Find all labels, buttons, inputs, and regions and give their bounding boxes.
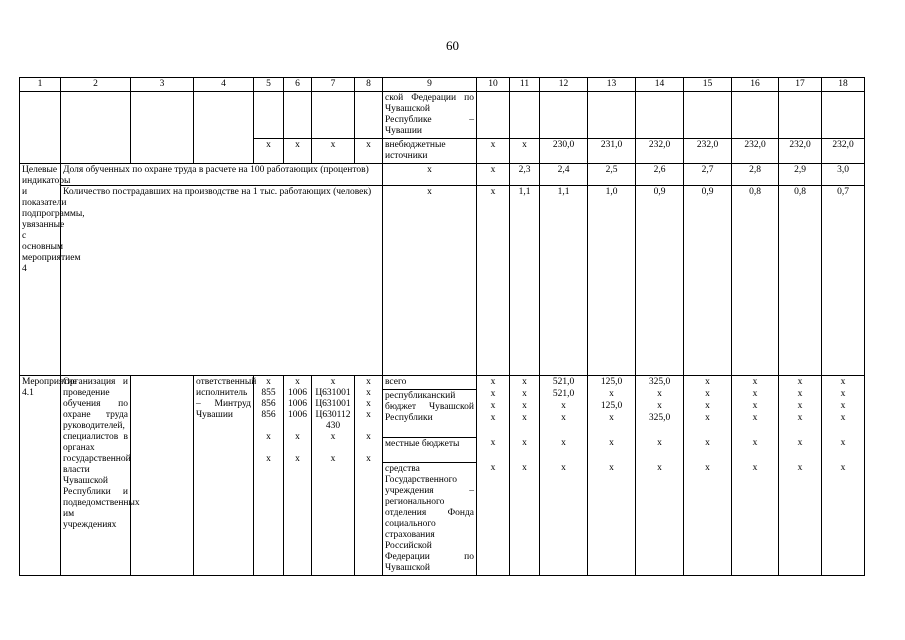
table-cell: 0,7 — [822, 186, 865, 376]
funding-sources: всего республиканский бюджет Чувашской Республики местные бюджеты средства Государственного учреждения – регионального отделения Фонда социального страхования Российской Федерации по Чувашской — [383, 376, 477, 576]
table-cell: х — [254, 139, 284, 164]
table-cell: 232,0 — [684, 139, 732, 164]
cell-empty — [284, 92, 312, 139]
cell-empty — [131, 376, 194, 576]
measure-name: Организация и проведение обучения по охране труда руководителей, специалистов в органах государственной власти Чувашской Республики и подведомственных им учреждениях — [61, 376, 131, 576]
col-number: 7 — [312, 78, 355, 92]
table-cell: х — [477, 186, 510, 376]
table-cell: 2,6 — [636, 164, 684, 186]
col-number: 1 — [20, 78, 61, 92]
value-col-16: х х х х х х — [732, 376, 779, 576]
code-col-7: х Ц631001 Ц631001 Ц630112 430 х х — [312, 376, 355, 576]
col-number: 17 — [779, 78, 822, 92]
value-col-15: х х х х х х — [684, 376, 732, 576]
funding-source: ской Федерации по Чувашской Республике – Чувашии — [383, 92, 477, 139]
indicator-row — [20, 164, 865, 186]
page-number: 60 — [446, 38, 459, 53]
measure-label: Мероприятие 4.1 — [20, 376, 61, 576]
table-cell: х — [312, 139, 355, 164]
table-cell: 2,5 — [588, 164, 636, 186]
table-cell: х — [477, 139, 510, 164]
table-cell: 2,9 — [779, 164, 822, 186]
indicator-name: Количество пострадавших на производстве на 1 тыс. работающих (человек) — [61, 186, 383, 376]
value-col-11: х х х х х х — [510, 376, 540, 576]
cell-empty — [20, 92, 61, 164]
measure-row — [20, 376, 865, 576]
value-col-10: х х х х х х — [477, 376, 510, 576]
table-cell: 1,1 — [510, 186, 540, 376]
col-number: 4 — [194, 78, 254, 92]
measure-executor: ответственный исполнитель – Минтруд Чувашии — [194, 376, 254, 576]
program-table — [19, 77, 865, 576]
table-cell: х — [355, 139, 383, 164]
table-cell: 1,1 — [540, 186, 588, 376]
table-cell: х — [383, 186, 477, 376]
table-cell: 0,8 — [732, 186, 779, 376]
col-number: 14 — [636, 78, 684, 92]
col-number: 5 — [254, 78, 284, 92]
table-cell: 1,0 — [588, 186, 636, 376]
cell-empty — [194, 92, 254, 164]
col-number: 16 — [732, 78, 779, 92]
value-col-14: 325,0 х х 325,0 х х — [636, 376, 684, 576]
col-number: 6 — [284, 78, 312, 92]
table-cell: 232,0 — [822, 139, 865, 164]
col-number: 9 — [383, 78, 477, 92]
table-cell: 232,0 — [636, 139, 684, 164]
code-col-8: х х х х х х — [355, 376, 383, 576]
col-number: 15 — [684, 78, 732, 92]
table-cell: 2,8 — [732, 164, 779, 186]
table-cell: 2,4 — [540, 164, 588, 186]
table-cell: 3,0 — [822, 164, 865, 186]
table-cell: 232,0 — [732, 139, 779, 164]
table-cell: 0,9 — [636, 186, 684, 376]
cell-empty — [312, 92, 355, 139]
table-cell: 231,0 — [588, 139, 636, 164]
value-col-17: х х х х х х — [779, 376, 822, 576]
cell-empty — [131, 92, 194, 164]
table-cell: х — [510, 139, 540, 164]
col-number: 2 — [61, 78, 131, 92]
continuation-row — [20, 92, 865, 139]
col-number: 12 — [540, 78, 588, 92]
cell-empty — [61, 92, 131, 164]
table-cell: 232,0 — [779, 139, 822, 164]
col-number: 10 — [477, 78, 510, 92]
table-cell: 2,3 — [510, 164, 540, 186]
indicator-name: Доля обученных по охране труда в расчете на 100 работающих (процентов) — [61, 164, 383, 186]
funding-source: внебюджетные источники — [383, 139, 477, 164]
table-cell: 230,0 — [540, 139, 588, 164]
code-col-5: х 855 856 856 х х — [254, 376, 284, 576]
table-cell: х — [477, 164, 510, 186]
value-col-18: х х х х х х — [822, 376, 865, 576]
cell-empty — [355, 92, 383, 139]
table-cell: х — [284, 139, 312, 164]
table-cell: 0,8 — [779, 186, 822, 376]
col-number: 11 — [510, 78, 540, 92]
value-col-13: 125,0 х 125,0 х х х — [588, 376, 636, 576]
col-number: 8 — [355, 78, 383, 92]
col-number: 18 — [822, 78, 865, 92]
value-col-12: 521,0 521,0 х х х х — [540, 376, 588, 576]
table-cell: 2,7 — [684, 164, 732, 186]
col-number: 13 — [588, 78, 636, 92]
indicator-row — [20, 186, 865, 376]
col-number: 3 — [131, 78, 194, 92]
code-col-6: х 1006 1006 1006 х х — [284, 376, 312, 576]
table-cell: 0,9 — [684, 186, 732, 376]
column-number-row — [20, 78, 865, 92]
indicators-label: Целевые индикаторы и показатели подпрограммы, увязанные с основным мероприятием 4 — [20, 164, 61, 376]
table-cell: х — [383, 164, 477, 186]
cell-empty — [254, 92, 284, 139]
